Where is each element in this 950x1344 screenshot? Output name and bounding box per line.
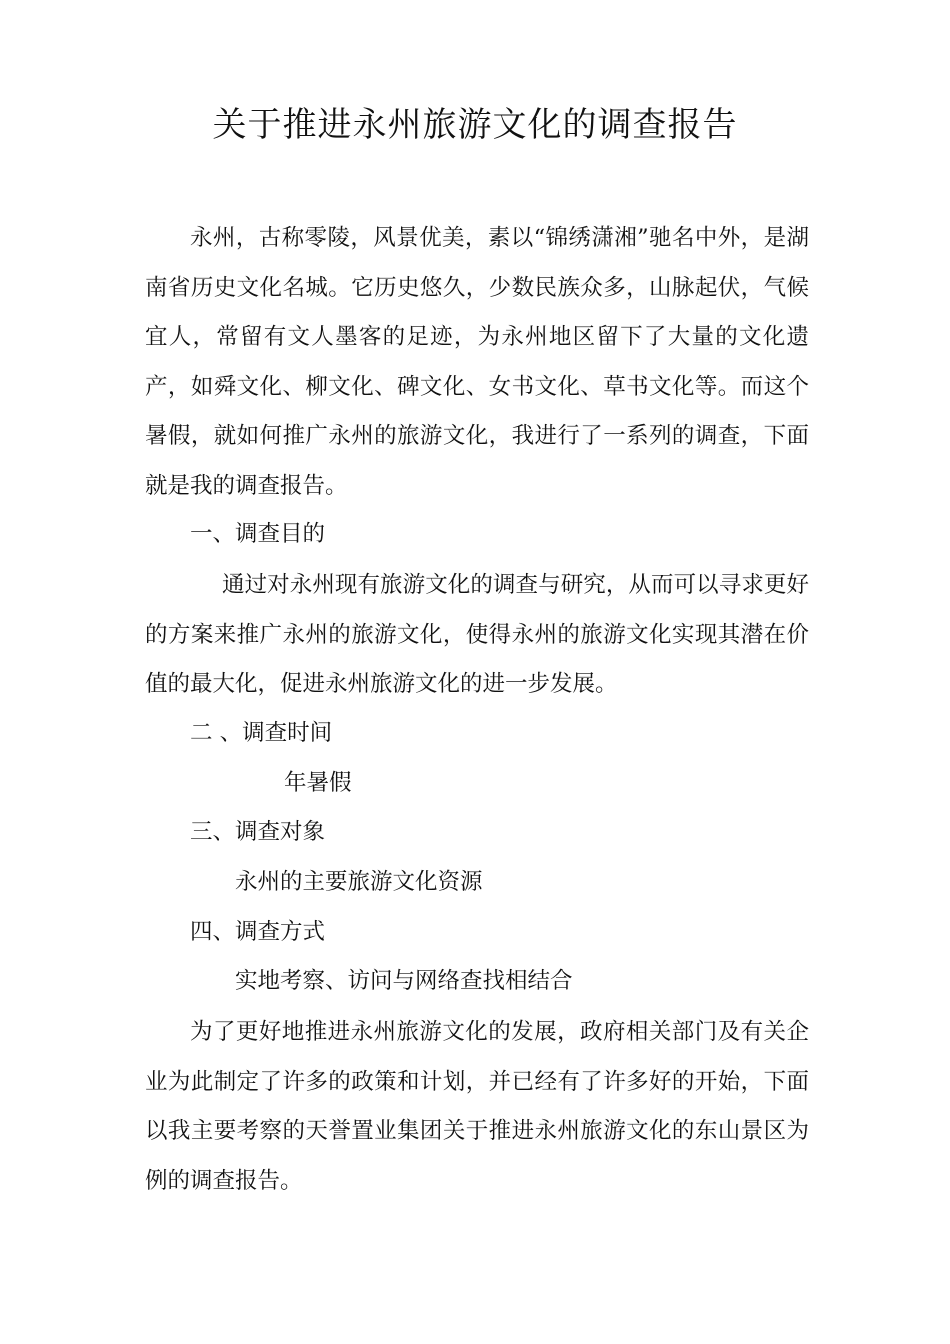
section-3-body: 永州的主要旅游文化资源 [235, 869, 483, 895]
section-2-heading: 二 、调查时间 [190, 720, 333, 746]
document-title: 关于推进永州旅游文化的调查报告 [212, 105, 738, 145]
section-2-body: 年暑假 [284, 770, 352, 796]
section-4-body: 实地考察、访问与网络查找相结合 [235, 968, 573, 994]
section-3-heading: 三、调查对象 [190, 819, 326, 845]
section-1-body: 通过对永州现有旅游文化的调查与研究，从而可以寻求更好的方案来推广永州的旅游文化，使得永州的旅游文化实现其潜在价值的最大化，促进永州旅游文化的进一步发展。 [145, 572, 809, 697]
intro-paragraph: 永州，古称零陵，风景优美，素以“锦绣潇湘”驰名中外，是湖南省历史文化名城。它历史悠久，少数民族众多，山脉起伏，气候宜人，常留有文人墨客的足迹，为永州地区留下了大量的文化遗产，如舜文化、柳文化、碑文化、女书文化、草书文化等。而这个暑假，就如何推广永州的旅游文化，我进行了一系列的调查，下面就是我的调查报告。 [145, 225, 809, 499]
closing-paragraph: 为了更好地推进永州旅游文化的发展，政府相关部门及有关企业为此制定了许多的政策和计划，并已经有了许多好的开始，下面以我主要考察的天誉置业集团关于推进永州旅游文化的东山景区为例的调查报告。 [145, 1019, 809, 1194]
section-4-heading: 四、调查方式 [190, 919, 326, 945]
section-1-heading: 一、调查目的 [190, 521, 326, 547]
